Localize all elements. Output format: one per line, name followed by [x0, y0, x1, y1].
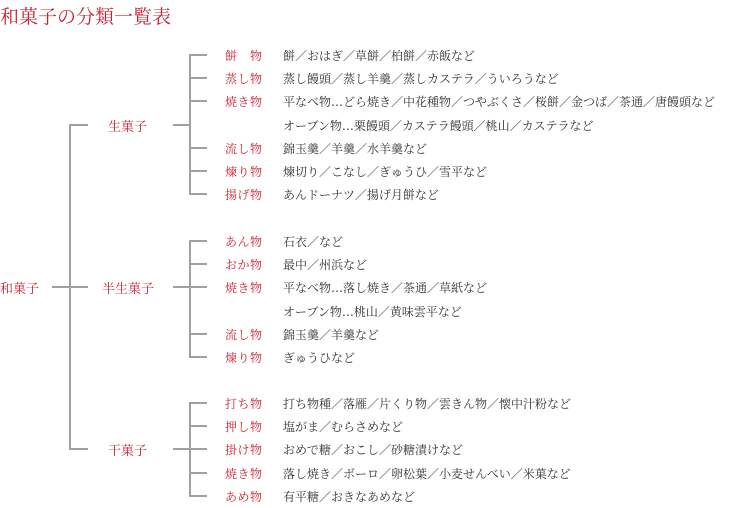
category-label: 押し物 [225, 420, 263, 435]
branch-line [190, 240, 207, 242]
group-branch [70, 124, 88, 126]
examples-text: 落し焼き／ボーロ／卵松葉／小麦せんべい／米菓など [283, 466, 571, 481]
branch-line [190, 356, 207, 358]
page-title: 和菓子の分類一覧表 [0, 6, 172, 28]
branch-line [190, 402, 207, 404]
branch-line [190, 193, 207, 195]
category-label: 流し物 [225, 327, 263, 342]
branch-line [190, 425, 207, 427]
examples-text: 塩がま／むらさめなど [283, 420, 404, 435]
examples-text: 打ち物種／落雁／片くり物／雲きん物／懐中汁粉など [283, 397, 572, 411]
examples-text: 餅／おはぎ／草餅／柏餅／赤飯など [283, 49, 476, 63]
category-label: 煉り物 [225, 351, 263, 365]
branch-line [190, 333, 207, 335]
branch-line [190, 100, 207, 102]
category-label: 掛け物 [225, 443, 263, 458]
branch-line [190, 448, 207, 450]
group-label: 干菓子 [108, 444, 148, 459]
branch-line [190, 495, 207, 497]
group-label: 生菓子 [108, 120, 148, 135]
category-label: 煉り物 [225, 165, 263, 179]
category-label: 蒸し物 [225, 72, 263, 87]
branch-line [190, 170, 207, 172]
group-branch [70, 448, 88, 450]
branch-line [190, 77, 207, 79]
examples-text: 平なべ物…落し焼き／茶通／草紙など [283, 281, 488, 296]
group-label: 半生菓子 [102, 282, 155, 297]
group-branch [70, 286, 88, 288]
group-connector [173, 286, 190, 288]
examples-text: 平なべ物…どら焼き／中花種物／つやぶくさ／桜餅／金つば／茶通／唐饅頭など [283, 95, 716, 110]
category-label: 餅 物 [225, 49, 263, 63]
branch-line [190, 263, 207, 265]
root-connector [52, 286, 70, 288]
examples-text: 錦玉羹／羊羹／水羊羹など [283, 141, 428, 156]
category-label: 打ち物 [225, 397, 263, 411]
examples-text: 石衣／など [283, 235, 344, 249]
group-connector [173, 448, 190, 450]
category-label: あめ物 [225, 489, 263, 504]
branch-line [190, 286, 207, 288]
group-connector [173, 124, 190, 126]
examples-text: オーブン物…桃山／黄味雲平など [283, 304, 462, 319]
examples-text: 煉切り／こなし／ぎゅうひ／雪平など [283, 165, 488, 179]
examples-text: 錦玉羹／羊羹など [283, 327, 380, 342]
root-label: 和菓子 [0, 282, 40, 297]
examples-text: ぎゅうひなど [283, 351, 356, 365]
examples-text: 蒸し饅頭／蒸し羊羹／蒸しカステラ／ういろうなど [283, 72, 559, 87]
category-label: おか物 [225, 258, 263, 273]
bracket-line [189, 240, 191, 358]
category-label: 焼き物 [225, 466, 263, 481]
category-label: あん物 [225, 235, 263, 249]
category-label: 焼き物 [225, 281, 263, 296]
branch-line [190, 54, 207, 56]
branch-line [190, 147, 207, 149]
examples-text: あんドーナツ／揚げ月餅など [283, 188, 439, 203]
category-label: 揚げ物 [225, 188, 263, 203]
examples-text: おめで糖／おこし／砂糖漬けなど [283, 443, 464, 458]
category-label: 流し物 [225, 141, 263, 156]
category-label: 焼き物 [225, 95, 263, 110]
examples-text: 最中／州浜など [283, 258, 368, 273]
branch-line [190, 472, 207, 474]
examples-text: オーブン物…栗饅頭／カステラ饅頭／桃山／カステラなど [283, 118, 594, 133]
examples-text: 有平糖／おきなあめなど [283, 489, 416, 504]
